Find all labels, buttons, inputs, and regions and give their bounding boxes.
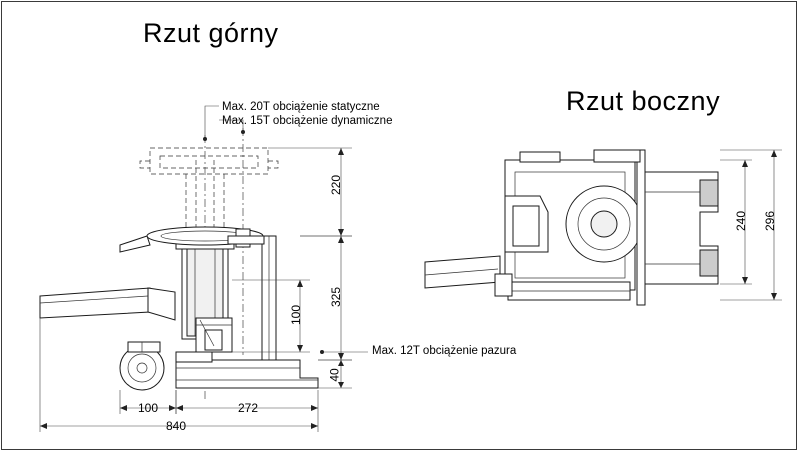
top-view-claw: [196, 318, 232, 352]
top-view-wheel: [120, 342, 164, 390]
dim-label-40: 40: [327, 368, 342, 382]
side-view-body: [425, 150, 718, 305]
side-view-title: Rzut boczny: [566, 86, 721, 116]
dim-label-100-claw: 100: [289, 304, 304, 326]
top-view-title: Rzut górny: [143, 18, 279, 48]
dim-label-296: 296: [763, 210, 778, 232]
dim-label-840: 840: [166, 419, 187, 433]
note-static-load: Max. 20T obciążenie statyczne: [222, 101, 380, 113]
dim-label-272: 272: [238, 401, 259, 415]
top-view-base: [176, 352, 318, 388]
dim-label-220: 220: [329, 174, 344, 196]
note-claw-load: Max. 12T obciążenie pazura: [372, 345, 517, 357]
top-view-mast: [228, 236, 276, 378]
dim-label-325: 325: [329, 286, 344, 308]
dim-label-100-wheel: 100: [138, 401, 159, 415]
dim-label-240: 240: [734, 210, 749, 232]
top-view-handle-bar: [40, 288, 175, 320]
note-dynamic-load: Max. 15T obciążenie dynamiczne: [222, 115, 393, 127]
dim-325: [300, 236, 352, 360]
